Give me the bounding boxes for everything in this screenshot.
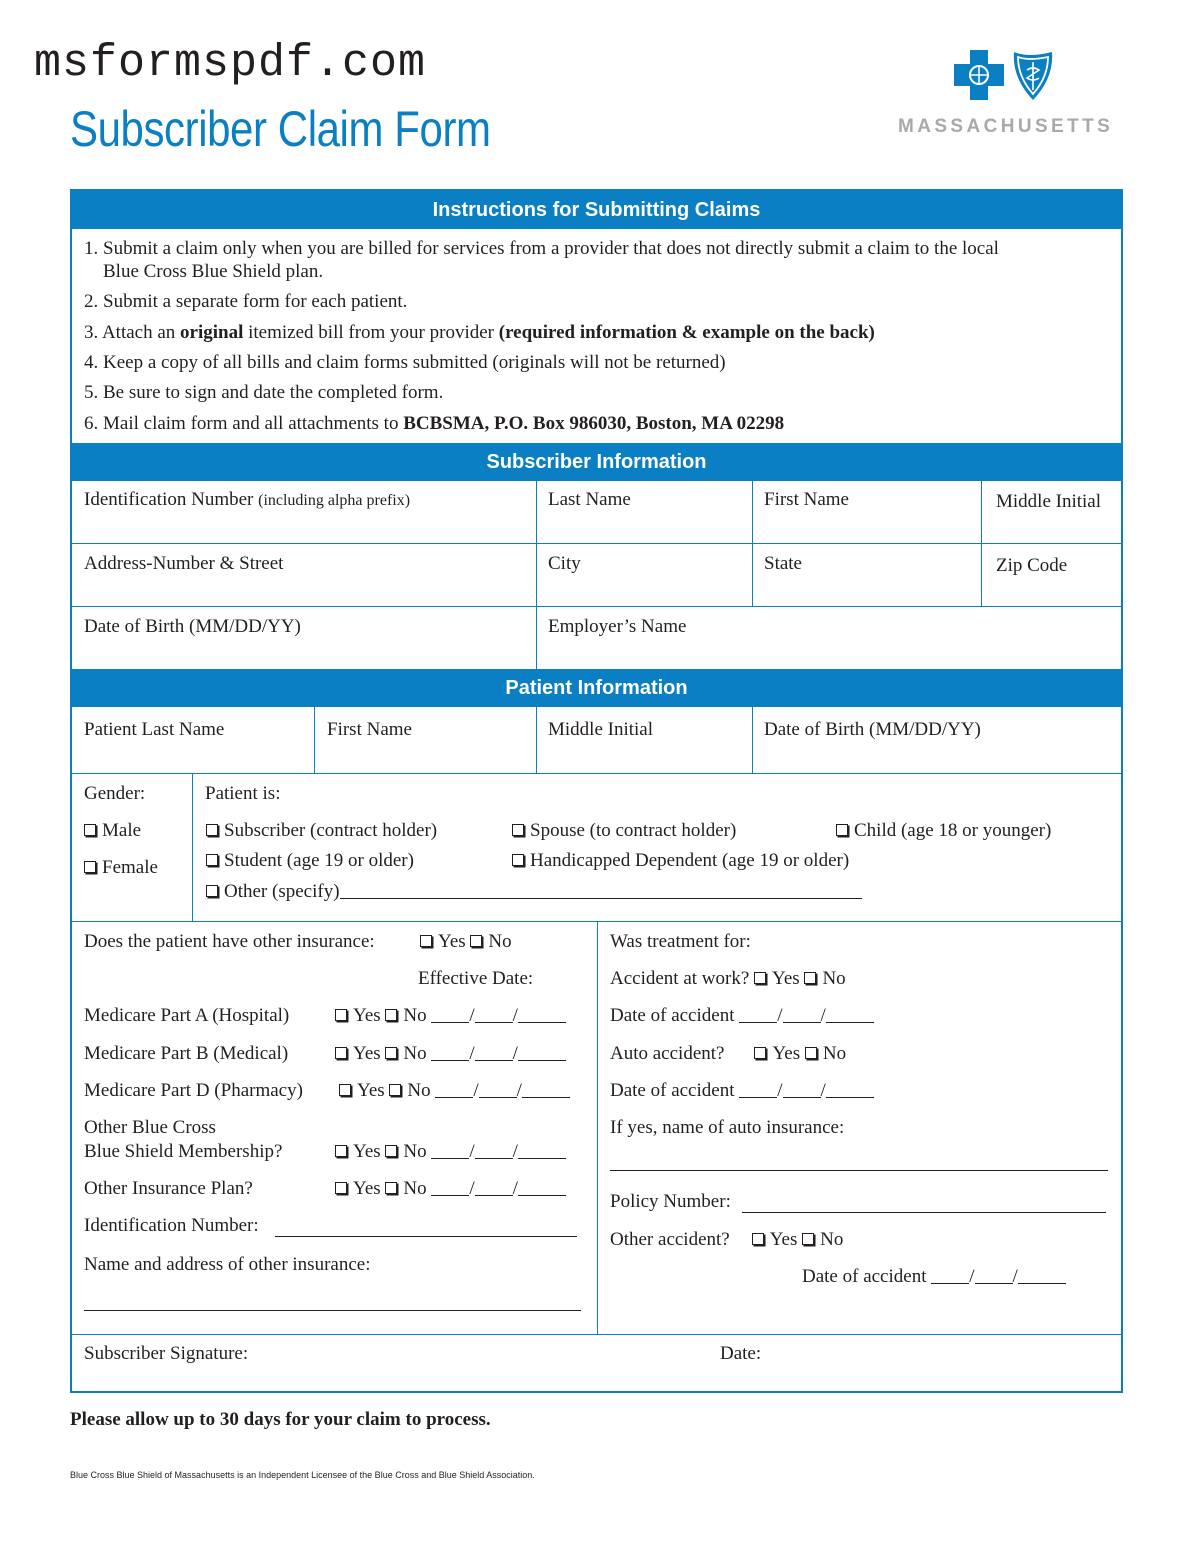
subscriber-first-name-field[interactable]: First Name	[764, 489, 849, 510]
other-accident-date[interactable]: Date of accident / /	[802, 1266, 1066, 1288]
subscriber-address-field[interactable]: Address-Number & Street	[84, 553, 284, 574]
subscriber-id-field[interactable]: Identification Number (including alpha prefix)	[84, 489, 411, 510]
relation-handicapped-checkbox[interactable]: Handicapped Dependent (age 19 or older)	[512, 850, 849, 872]
instruction-5: 5. Be sure to sign and date the completed form.	[84, 382, 444, 403]
patient-middle-initial-field[interactable]: Middle Initial	[548, 719, 654, 740]
other-bcbs-label-1: Other Blue Cross	[84, 1117, 216, 1138]
medicare-d-label: Medicare Part D (Pharmacy)	[84, 1080, 303, 1101]
subscriber-zip-field[interactable]: Zip Code	[996, 555, 1068, 576]
subscriber-employer-field[interactable]: Employer’s Name	[548, 616, 687, 637]
subscriber-city-field[interactable]: City	[548, 553, 581, 574]
bcbs-logo	[896, 50, 1126, 140]
signature-date-field[interactable]: Date:	[720, 1343, 762, 1364]
auto-insurance-label: If yes, name of auto insurance:	[610, 1117, 845, 1138]
patient-last-name-field[interactable]: Patient Last Name	[84, 719, 225, 740]
other-insurance-question: Does the patient have other insurance:	[84, 931, 375, 952]
claim-form	[70, 189, 1123, 1393]
relation-student-checkbox[interactable]: Student (age 19 or older)	[206, 850, 414, 872]
relation-spouse-checkbox[interactable]: Spouse (to contract holder)	[512, 820, 736, 842]
patient-dob-field[interactable]: Date of Birth (MM/DD/YY)	[764, 719, 981, 740]
patient-first-name-field[interactable]: First Name	[327, 719, 412, 740]
effective-date-label: Effective Date:	[418, 968, 534, 989]
instruction-1-line-2: Blue Cross Blue Shield plan.	[103, 261, 324, 282]
medicare-b-options[interactable]: Yes No / /	[335, 1043, 566, 1065]
treatment-heading: Was treatment for:	[610, 931, 751, 952]
other-insurance-name-label: Name and address of other insurance:	[84, 1254, 371, 1275]
site-watermark: msformspdf.com	[34, 38, 427, 89]
other-plan-label: Other Insurance Plan?	[84, 1178, 253, 1199]
other-insurance-id-input[interactable]	[275, 1236, 577, 1237]
auto-insurance-input[interactable]	[610, 1170, 1108, 1171]
relation-other-checkbox[interactable]: Other (specify)	[206, 881, 862, 903]
instruction-2: 2. Submit a separate form for each patient.	[84, 291, 408, 312]
subscriber-middle-initial-field[interactable]: Middle Initial	[996, 491, 1102, 512]
relation-child-checkbox[interactable]: Child (age 18 or younger)	[836, 820, 1051, 842]
subscriber-dob-field[interactable]: Date of Birth (MM/DD/YY)	[84, 616, 301, 637]
other-bcbs-label-2: Blue Shield Membership?	[84, 1141, 283, 1162]
other-bcbs-options[interactable]: Yes No / /	[335, 1141, 566, 1163]
subscriber-signature-field[interactable]: Subscriber Signature:	[84, 1343, 249, 1364]
subscriber-state-field[interactable]: State	[764, 553, 802, 574]
subscriber-last-name-field[interactable]: Last Name	[548, 489, 631, 510]
patient-is-label: Patient is:	[205, 783, 281, 804]
processing-note: Please allow up to 30 days for your claim to process.	[70, 1409, 491, 1430]
instruction-3: 3. Attach an original itemized bill from your provider (required information & example on the back)	[84, 322, 875, 343]
medicare-d-options[interactable]: Yes No / /	[339, 1080, 570, 1102]
gender-male-checkbox[interactable]: Male	[84, 820, 141, 842]
gender-female-checkbox[interactable]: Female	[84, 857, 158, 879]
medicare-a-label: Medicare Part A (Hospital)	[84, 1005, 290, 1026]
relation-subscriber-checkbox[interactable]: Subscriber (contract holder)	[206, 820, 437, 842]
licensee-fine-print: Blue Cross Blue Shield of Massachusetts is an Independent Licensee of the Blue Cross and Blue Shield Association.	[70, 1470, 535, 1480]
other-plan-options[interactable]: Yes No / /	[335, 1178, 566, 1200]
other-insurance-yes-no[interactable]: Yes No	[420, 931, 512, 953]
logo-text: MASSACHUSETTS	[898, 116, 1114, 137]
other-accident[interactable]: Other accident? Yes No	[610, 1229, 844, 1250]
other-insurance-id-label: Identification Number:	[84, 1215, 259, 1236]
patient-heading: Patient Information	[72, 669, 1121, 707]
accident-at-work[interactable]: Accident at work? Yes No	[610, 968, 846, 989]
auto-accident-date[interactable]: Date of accident / /	[610, 1080, 874, 1102]
medicare-a-options[interactable]: Yes No / /	[335, 1005, 566, 1027]
cross-shield-icon	[954, 50, 1054, 102]
instruction-1-line-1: 1. Submit a claim only when you are billed for services from a provider that does not directly submit a claim to the local	[84, 238, 999, 259]
instruction-6: 6. Mail claim form and all attachments to BCBSMA, P.O. Box 986030, Boston, MA 02298	[84, 413, 785, 434]
page-title: Subscriber Claim Form	[70, 101, 491, 157]
instructions-heading: Instructions for Submitting Claims	[72, 191, 1121, 229]
gender-label: Gender:	[84, 783, 146, 804]
policy-number-input[interactable]	[742, 1212, 1106, 1213]
medicare-b-label: Medicare Part B (Medical)	[84, 1043, 289, 1064]
auto-accident[interactable]: Auto accident? Yes No	[610, 1043, 847, 1064]
instruction-4: 4. Keep a copy of all bills and claim forms submitted (originals will not be returned)	[84, 352, 726, 373]
relation-other-input[interactable]	[340, 882, 862, 899]
other-insurance-name-input[interactable]	[84, 1310, 581, 1311]
policy-number-label: Policy Number:	[610, 1191, 731, 1212]
subscriber-heading: Subscriber Information	[72, 443, 1121, 481]
work-accident-date[interactable]: Date of accident / /	[610, 1005, 874, 1027]
